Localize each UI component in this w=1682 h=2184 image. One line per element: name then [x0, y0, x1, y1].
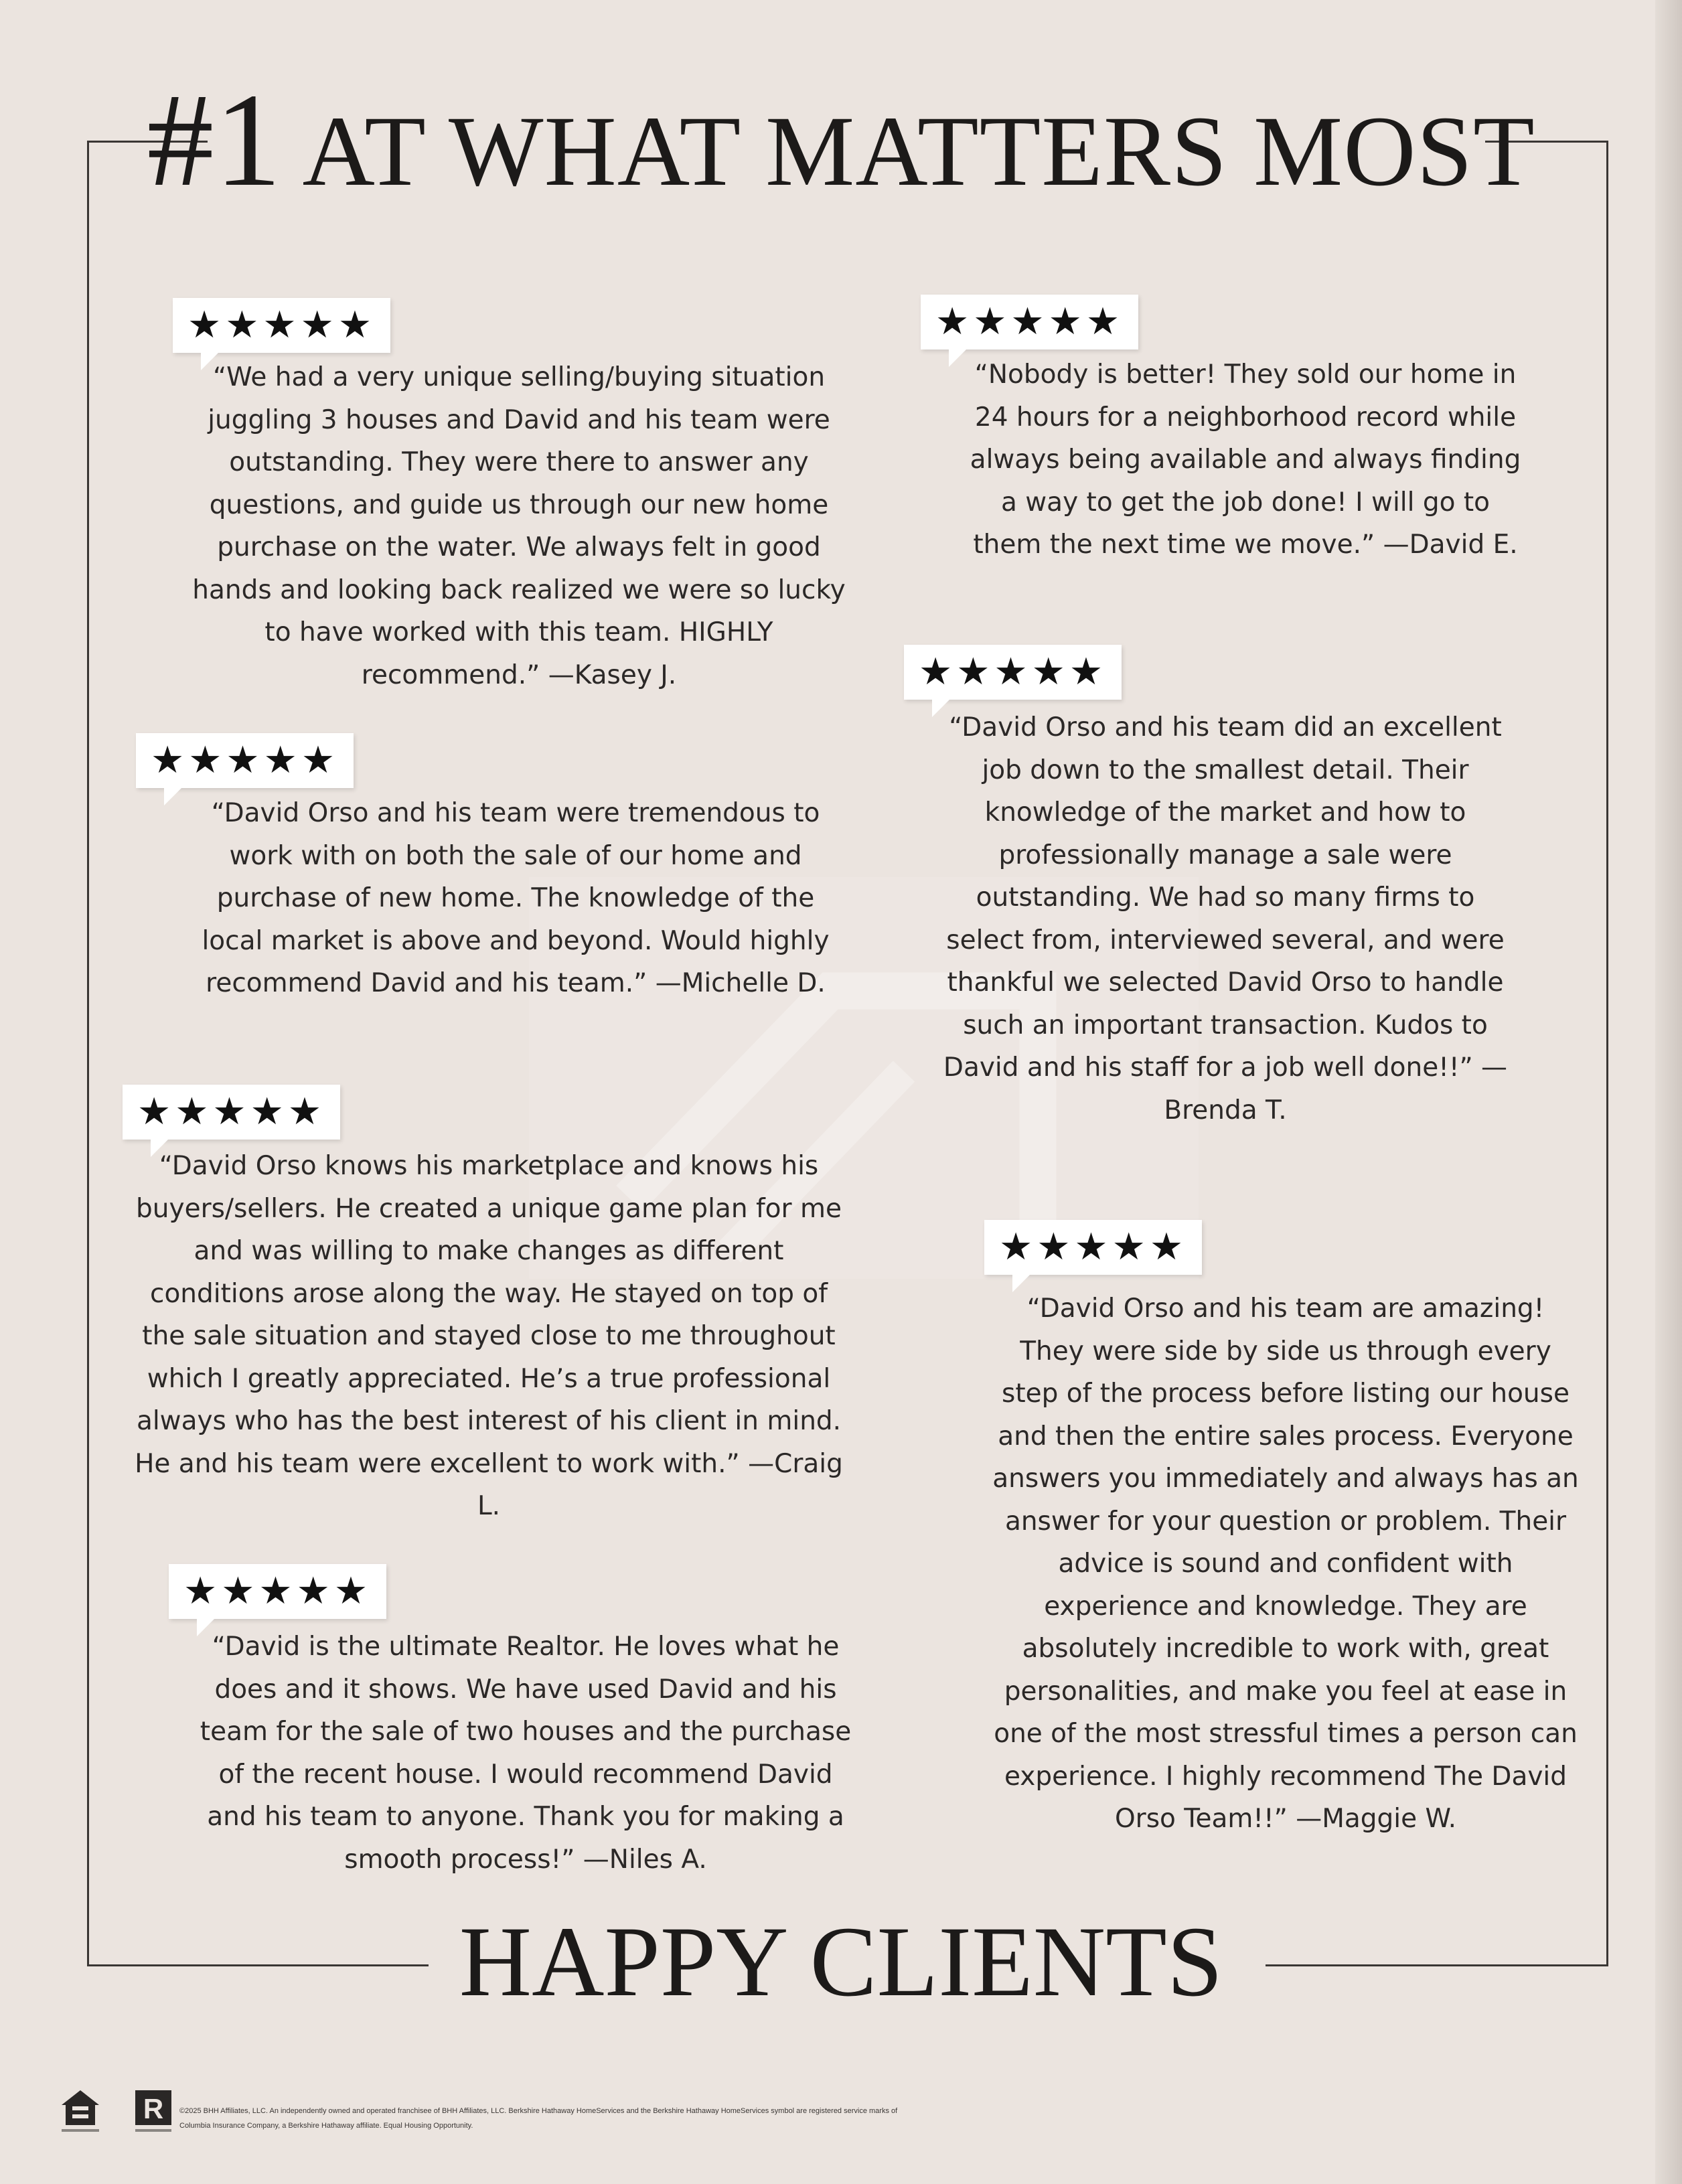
review-niles: “David is the ultimate Realtor. He loves what he does and it shows. We have used David and his team for the sale of two houses and the purchase of the recent house. I would recommend David and his team to anyone. Thank you for making a smooth process!” —Niles A.	[200, 1632, 852, 1875]
equal-housing-icon	[62, 2090, 99, 2132]
frame-left	[87, 141, 89, 1966]
frame-right	[1606, 141, 1608, 1966]
title-number: #1	[147, 66, 283, 214]
footer-logos	[62, 2088, 175, 2134]
happy-clients-heading: HAPPY CLIENTS	[459, 1906, 1223, 2017]
review-michelle: “David Orso and his team were tremendous to work with on both the sale of our home and purchase of new home. The knowledge of the local market is above and beyond. Would highly recommend David and his team.” —Michelle D.	[202, 798, 830, 998]
review-brenda: “David Orso and his team did an excellent job down to the smallest detail. Their knowledge of the market and how to professionally manage a sale were outstanding. We had so many firms to select from, interviewed several, and were thankful we selected David Orso to handle such an important transaction. Kudos to David and his staff for a job well done!!” —Brenda T.	[943, 712, 1508, 1125]
legal-disclaimer: ©2025 BHH Affiliates, LLC. An independently owned and operated franchisee of BHH Affiliates, LLC. Berkshire Hathaway HomeServices and the Berkshire Hathaway HomeServices symbol are registered service marks of Columbia Insurance Company, a Berkshire Hathaway affiliate. Equal Housing Opportunity.	[179, 2107, 898, 2130]
page-title	[0, 66, 1682, 214]
title-text: AT WHAT MATTERS MOST	[302, 96, 1535, 207]
rating-stars: ★★★★★	[169, 1564, 386, 1619]
realtor-icon	[135, 2090, 171, 2132]
rating-stars: ★★★★★	[984, 1220, 1202, 1275]
review-craig: “David Orso knows his marketplace and knows his buyers/sellers. He created a unique game plan for me and was willing to make changes as different conditions arose along the way. He stayed on top of the sale situation and stayed close to me throughout which I greatly appreciated. He’s a true professional always who has the best interest of his client in mind. He and his team were excellent to work with.” —Craig L.	[135, 1151, 843, 1521]
rating-stars: ★★★★★	[173, 298, 390, 353]
review-kasey: “We had a very unique selling/buying situation juggling 3 houses and David and his team were outstanding. They were there to answer any questions, and guide us through our new home purchase on the water. We always felt in good hands and looking back realized we were so lucky to have worked with this team. HIGHLY recommend.” —Kasey J.	[192, 362, 846, 690]
review-maggie: “David Orso and his team are amazing! They were side by side us through every step of the process before listing our house and then the entire sales process. Everyone answers you immediately and always has an answer for your question or problem. Their advice is sound and confident with experience and knowledge. They are absolutely incredible to work with, great personalities, and make you feel at ease in one of the most stressful times a person can experience. I highly recommend The David Orso Team!!” —Maggie W.	[992, 1294, 1579, 1834]
page-edge-shadow	[1655, 0, 1682, 2184]
rating-stars: ★★★★★	[904, 645, 1122, 700]
svg-text:R: R	[143, 2093, 164, 2124]
rating-stars: ★★★★★	[123, 1085, 340, 1140]
rating-stars: ★★★★★	[921, 295, 1138, 349]
review-david-e: “Nobody is better! They sold our home in 24 hours for a neighborhood record while always being available and always finding a way to get the job done! I will go to them the next time we move.” —David E.	[970, 360, 1521, 560]
rating-stars: ★★★★★	[136, 733, 354, 788]
